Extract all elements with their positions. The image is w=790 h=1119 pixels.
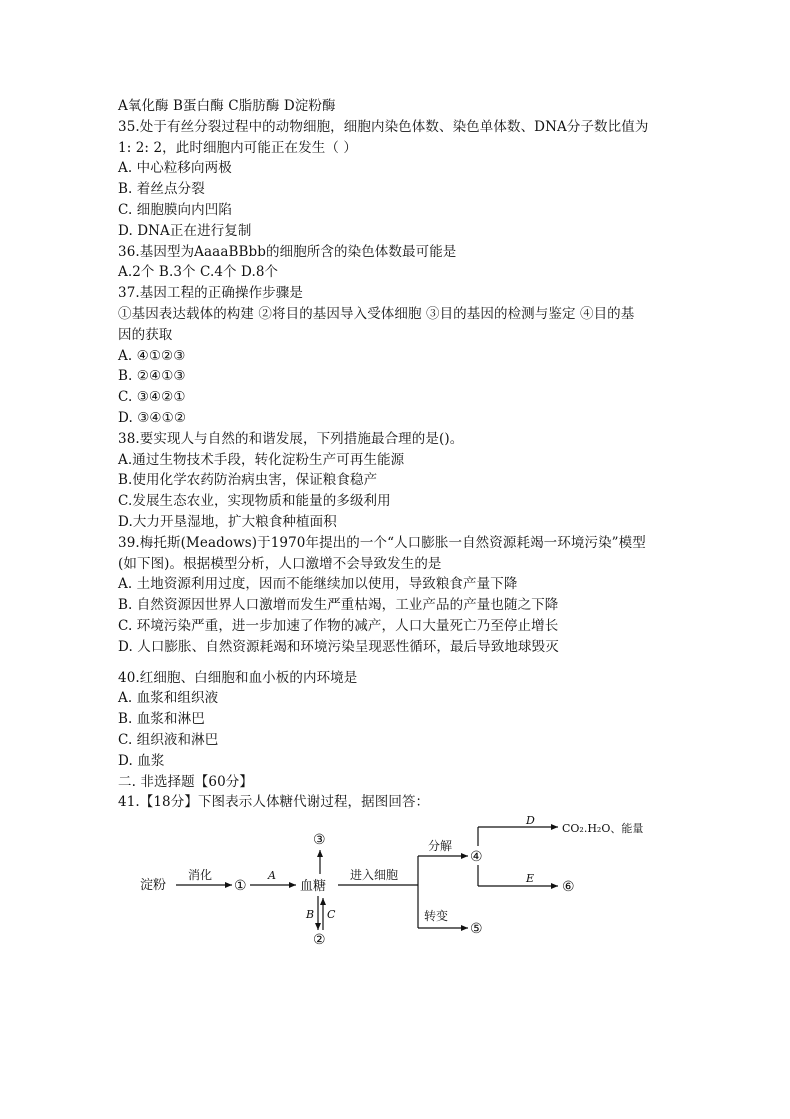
digest-label: 消化 xyxy=(188,868,213,882)
node-5: ⑤ xyxy=(470,921,483,937)
paragraph-gap xyxy=(118,658,678,668)
text-line: A. ④①②③ xyxy=(118,347,186,364)
decompose-label: 分解 xyxy=(428,839,453,853)
text-line: A.通过生物技术手段，转化淀粉生产可再生能源 xyxy=(118,451,405,468)
node-2: ② xyxy=(313,932,326,948)
node-4: ④ xyxy=(470,849,483,865)
text-line: 36.基因型为AaaaBBbb的细胞所含的染色体数最可能是 xyxy=(118,243,457,260)
text-line: D. 血浆 xyxy=(118,752,165,769)
text-line: D. ③④①② xyxy=(118,409,187,426)
blood-sugar-label: 血糖 xyxy=(300,879,327,894)
text-line: 1: 2: 2，此时细胞内可能正在发生（ ） xyxy=(118,139,357,156)
text-line: A. 中心粒移向两极 xyxy=(118,160,232,177)
label-a: A xyxy=(268,869,276,882)
label-d: D xyxy=(526,816,535,827)
text-line: C.发展生态农业，实现物质和能量的多级利用 xyxy=(118,493,391,510)
questions-40-41 xyxy=(118,668,678,814)
question-text-block xyxy=(118,96,678,813)
questions-34-39 xyxy=(118,96,678,658)
text-line: 40.红细胞、白细胞和血小板的内环境是 xyxy=(118,669,358,686)
text-line: C. 组织液和淋巴 xyxy=(118,731,219,748)
label-e: E xyxy=(526,872,535,885)
enter-cell-label: 进入细胞 xyxy=(350,868,399,882)
text-line: 37.基因工程的正确操作步骤是 xyxy=(118,285,303,302)
text-line: B. 自然资源因世界人口激增而发生严重枯竭，工业产品的产量也随之下降 xyxy=(118,597,559,614)
text-line: B. ②④①③ xyxy=(118,368,186,385)
text-line: C. 细胞膜向内凹陷 xyxy=(118,201,232,218)
text-line: 35.处于有丝分裂过程中的动物细胞，细胞内染色体数、染色单体数、DNA分子数比值为 xyxy=(118,118,649,135)
text-line: A. 血浆和组织液 xyxy=(118,690,219,707)
text-line: 因的获取 xyxy=(118,326,173,343)
text-line: C. 环境污染严重，进一步加速了作物的减产，人口大量死亡乃至停止增长 xyxy=(118,617,559,634)
node-1: ① xyxy=(234,878,247,894)
node-6: ⑥ xyxy=(562,879,575,895)
text-line: A. 土地资源利用过度，因而不能继续加以使用，导致粮食产量下降 xyxy=(118,576,518,593)
text-line: D. 人口膨胀、自然资源耗竭和环境污染呈现恶性循环，最后导致地球毁灭 xyxy=(118,638,559,655)
text-line: D.大力开垦湿地，扩大粮食种植面积 xyxy=(118,513,337,530)
text-line: (如下图)。根据模型分析，人口激增不会导致发生的是 xyxy=(118,555,442,572)
node-3: ③ xyxy=(313,832,326,848)
text-line: 41.【18分】下图表示人体糖代谢过程，据图回答： xyxy=(118,794,430,811)
text-line: D. DNA正在进行复制 xyxy=(118,222,252,239)
products-label: CO₂.H₂O、能量 xyxy=(562,822,644,835)
text-line: ①基因表达载体的构建 ②将目的基因导入受体细胞 ③目的基因的检测与鉴定 ④目的基 xyxy=(118,305,635,322)
text-line: C. ③④②① xyxy=(118,389,186,406)
label-c: C xyxy=(327,908,336,921)
transform-label: 转变 xyxy=(424,909,449,923)
text-line: B.使用化学农药防治病虫害，保证粮食稳产 xyxy=(118,472,378,489)
glucose-metabolism-diagram xyxy=(138,816,658,948)
text-line: 二. 非选择题【60分】 xyxy=(118,773,253,790)
text-line: B. 着丝点分裂 xyxy=(118,181,205,198)
text-line: 38.要实现人与自然的和谐发展，下列措施最合理的是()。 xyxy=(118,430,464,447)
text-line: A.2个 B.3个 C.4个 D.8个 xyxy=(118,264,279,281)
text-line: 39.梅托斯(Meadows)于1970年提出的一个“人口膨胀一自然资源耗竭一环境污染”模型 xyxy=(118,534,646,551)
text-line: B. 血浆和淋巴 xyxy=(118,711,205,728)
label-b: B xyxy=(306,908,315,921)
text-line: A氧化酶 B蛋白酶 C脂肪酶 D淀粉酶 xyxy=(118,98,336,114)
starch-label: 淀粉 xyxy=(140,878,167,893)
